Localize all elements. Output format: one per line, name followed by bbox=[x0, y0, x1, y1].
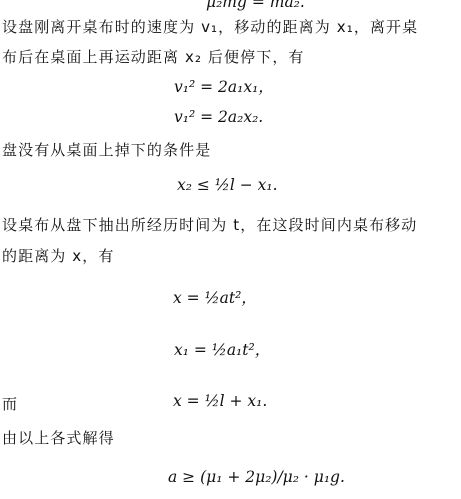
equation-4: x = ½at²， bbox=[173, 289, 257, 307]
equation-2: v₁² = 2a₂x₂. bbox=[174, 108, 264, 126]
equation-6: x = ½l + x₁. bbox=[173, 392, 268, 410]
paragraph-3-line-1: 设桌布从盘下抽出所经历时间为 t，在这段时间内桌布移动 bbox=[2, 216, 418, 234]
word-er: 而 bbox=[2, 395, 19, 413]
formula-top: μ₂mg = ma₂. bbox=[206, 0, 305, 11]
paragraph-1-line-2: 布后在桌面上再运动距离 x₂ 后便停下，有 bbox=[2, 48, 305, 66]
equation-5: x₁ = ½a₁t²， bbox=[174, 341, 271, 359]
paragraph-3-line-2: 的距离为 x，有 bbox=[2, 247, 115, 265]
equation-1: v₁² = 2a₁x₁， bbox=[174, 78, 274, 96]
paragraph-2: 盘没有从桌面上掉下的条件是 bbox=[2, 141, 212, 159]
equation-7: a ≥ (μ₁ + 2μ₂)/μ₂ · μ₁g. bbox=[168, 468, 345, 486]
equation-3: x₂ ≤ ½l − x₁. bbox=[177, 176, 278, 194]
paragraph-1-line-1: 设盘刚离开桌布时的速度为 v₁，移动的距离为 x₁，离开桌 bbox=[2, 18, 419, 36]
paragraph-4: 由以上各式解得 bbox=[2, 429, 115, 447]
